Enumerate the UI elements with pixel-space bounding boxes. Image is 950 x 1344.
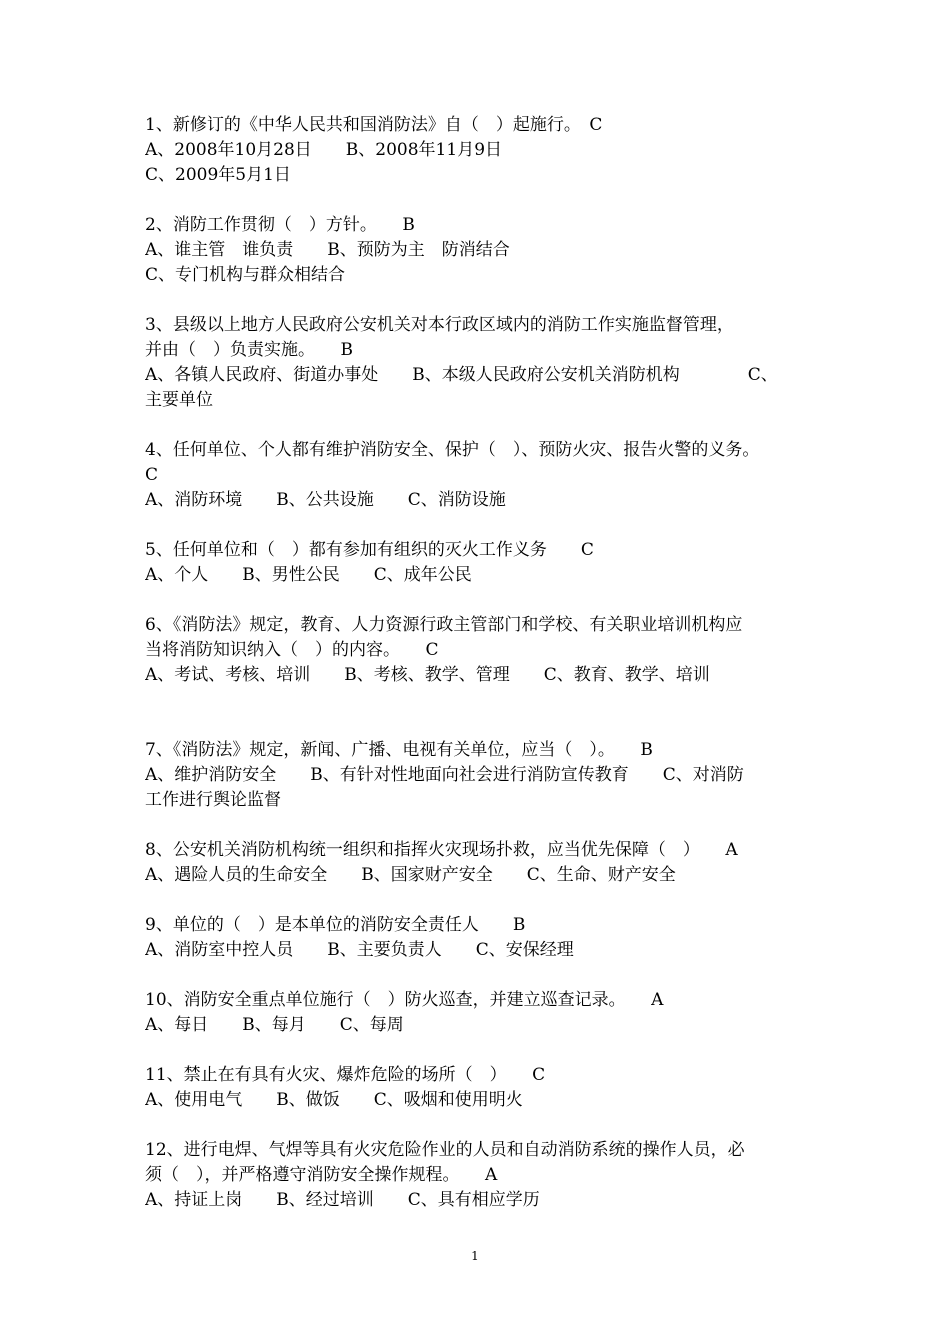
- spacer: [145, 413, 810, 438]
- spacer: [145, 963, 810, 988]
- question-7: [145, 738, 810, 813]
- spacer: [145, 513, 810, 538]
- question-7-options: A、维护消防安全 B、有针对性地面向社会进行消防宣传教育 C、对消防: [145, 765, 744, 785]
- question-5: [145, 538, 810, 588]
- spacer: [145, 188, 810, 213]
- question-4-stem: 4、任何单位、个人都有维护消防安全、保护（ ）、预防火灾、报告火警的义务。: [145, 440, 760, 460]
- spacer: [145, 288, 810, 313]
- question-8-stem: 8、公安机关消防机构统一组织和指挥火灾现场扑救，应当优先保障（ ） A: [145, 840, 738, 860]
- question-3: [145, 313, 810, 413]
- question-10-stem: 10、消防安全重点单位施行（ ）防火巡查，并建立巡查记录。 A: [145, 990, 664, 1010]
- question-2: [145, 213, 810, 288]
- question-11: [145, 1063, 810, 1113]
- question-6-options: A、考试、考核、培训 B、考核、教学、管理 C、教育、教学、培训: [145, 665, 710, 685]
- question-2-option-c: C、专门机构与群众相结合: [145, 265, 346, 285]
- question-12: [145, 1138, 810, 1213]
- question-3-options-cont: 主要单位: [145, 390, 213, 410]
- spacer: [145, 1038, 810, 1063]
- question-7-options-cont: 工作进行舆论监督: [145, 790, 281, 810]
- question-1-option-c: C、2009年5月1日: [145, 165, 291, 185]
- question-10: [145, 988, 810, 1038]
- question-9: [145, 913, 810, 963]
- question-3-options: A、各镇人民政府、街道办事处 B、本级人民政府公安机关消防机构 C、: [145, 365, 778, 385]
- question-3-stem: 3、县级以上地方人民政府公安机关对本行政区域内的消防工作实施监督管理，: [145, 315, 734, 335]
- question-4: [145, 438, 810, 513]
- spacer: [145, 813, 810, 838]
- question-1: [145, 113, 810, 188]
- question-7-stem: 7、《消防法》规定，新闻、广播、电视有关单位，应当（ ）。 B: [145, 740, 653, 760]
- question-2-options-ab: A、谁主管 谁负责 B、预防为主 防消结合: [145, 240, 510, 260]
- question-5-stem: 5、任何单位和（ ）都有参加有组织的灭火工作义务 C: [145, 540, 594, 560]
- question-4-answer: C: [145, 465, 159, 485]
- page-number: 1: [471, 1249, 479, 1263]
- question-12-stem-cont: 须（ ），并严格遵守消防安全操作规程。 A: [145, 1165, 498, 1185]
- question-11-stem: 11、禁止在有具有火灾、爆炸危险的场所（ ） C: [145, 1065, 546, 1085]
- question-3-stem-cont: 并由（ ）负责实施。 B: [145, 340, 353, 360]
- question-1-stem: 1、新修订的《中华人民共和国消防法》自（ ）起施行。 C: [145, 115, 603, 135]
- question-6: [145, 613, 810, 688]
- spacer: [145, 1113, 810, 1138]
- question-4-options: A、消防环境 B、公共设施 C、消防设施: [145, 490, 506, 510]
- question-list: [145, 113, 810, 1213]
- question-12-options: A、持证上岗 B、经过培训 C、具有相应学历: [145, 1190, 540, 1210]
- question-9-options: A、消防室中控人员 B、主要负责人 C、安保经理: [145, 940, 574, 960]
- question-8-options: A、遇险人员的生命安全 B、国家财产安全 C、生命、财产安全: [145, 865, 676, 885]
- spacer: [145, 688, 810, 738]
- question-2-stem: 2、消防工作贯彻（ ）方针。 B: [145, 215, 415, 235]
- question-1-options-ab: A、2008年10月28日 B、2008年11月9日: [145, 140, 503, 160]
- question-6-stem-cont: 当将消防知识纳入（ ）的内容。 C: [145, 640, 439, 660]
- question-5-options: A、个人 B、男性公民 C、成年公民: [145, 565, 472, 585]
- question-11-options: A、使用电气 B、做饭 C、吸烟和使用明火: [145, 1090, 523, 1110]
- spacer: [145, 588, 810, 613]
- question-8: [145, 838, 810, 888]
- question-9-stem: 9、单位的（ ）是本单位的消防安全责任人 B: [145, 915, 526, 935]
- question-6-stem: 6、《消防法》规定，教育、人力资源行政主管部门和学校、有关职业培训机构应: [145, 615, 743, 635]
- question-10-options: A、每日 B、每月 C、每周: [145, 1015, 404, 1035]
- question-12-stem: 12、进行电焊、气焊等具有火灾危险作业的人员和自动消防系统的操作人员，必: [145, 1140, 745, 1160]
- spacer: [145, 888, 810, 913]
